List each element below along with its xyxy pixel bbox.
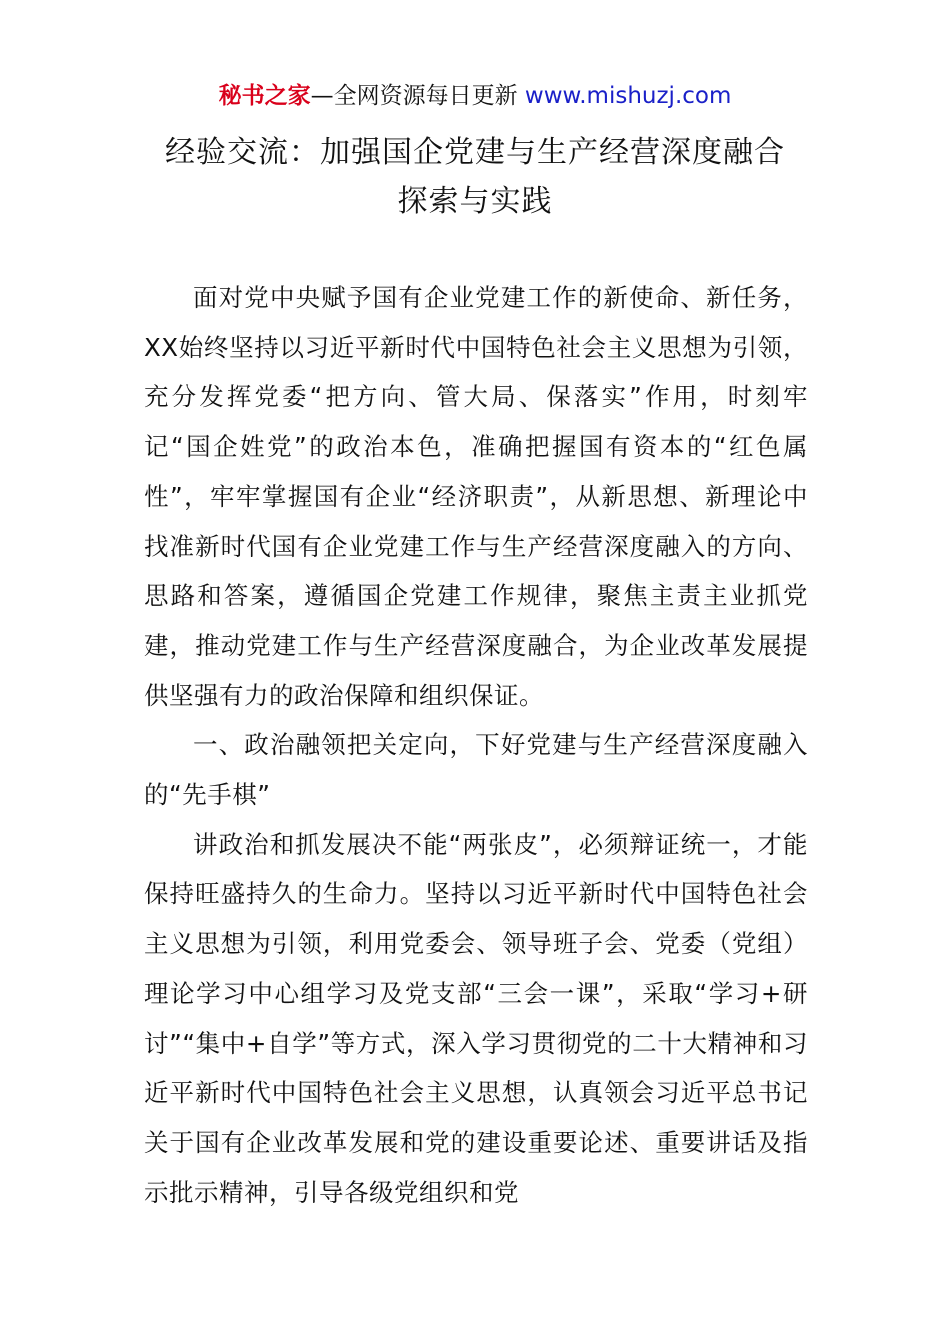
section-heading-1: 一、政治融领把关定向，下好党建与生产经营深度融入的“先手棋” [144,730,808,810]
body-paragraph-section-1: 讲政治和抓发展决不能“两张皮”，必须辩证统一，才能保持旺盛持久的生命力。坚持以习近平新时代中国特色社会主义思想为引领，利用党委会、领导班子会、党委（党组）理论学习中心组学习及党支部“三会一课”，采取“学习+研讨”“集中+自学”等方式，深入学习贯彻党的二十大精神和习近平新时代中国特色社会主义思想，认真领会习近平总书记关于国有企业改革发展和党的建设重要论述、重要讲话及指示批示精神，引导各级党组织和党 [144,829,808,1207]
document-body [144,273,808,1217]
body-paragraph-intro: 面对党中央赋予国有企业党建工作的新使命、新任务，XX始终坚持以习近平新时代中国特色社会主义思想为引领，充分发挥党委“把方向、管大局、保落实”作用，时刻牢记“国企姓党”的政治本色，准确把握国有资本的“红色属性”，牢牢掌握国有企业“经济职责”，从新思想、新理论中找准新时代国有企业党建工作与生产经营深度融入的方向、思路和答案，遵循国企党建工作规律，聚焦主责主业抓党建，推动党建工作与生产经营深度融合，为企业改革发展提供坚强有力的政治保障和组织保证。 [144,283,808,710]
document-title-line-2: 探索与实践 [397,184,553,219]
site-brand: 秘书之家 [218,83,311,109]
site-tagline: —全网资源每日更新 [310,83,525,109]
site-url-link[interactable]: www.mishuzj.com [524,83,732,109]
document-title [0,128,950,226]
site-header [0,80,950,112]
document-title-line-1: 经验交流：加强国企党建与生产经营深度融合 [165,135,785,170]
